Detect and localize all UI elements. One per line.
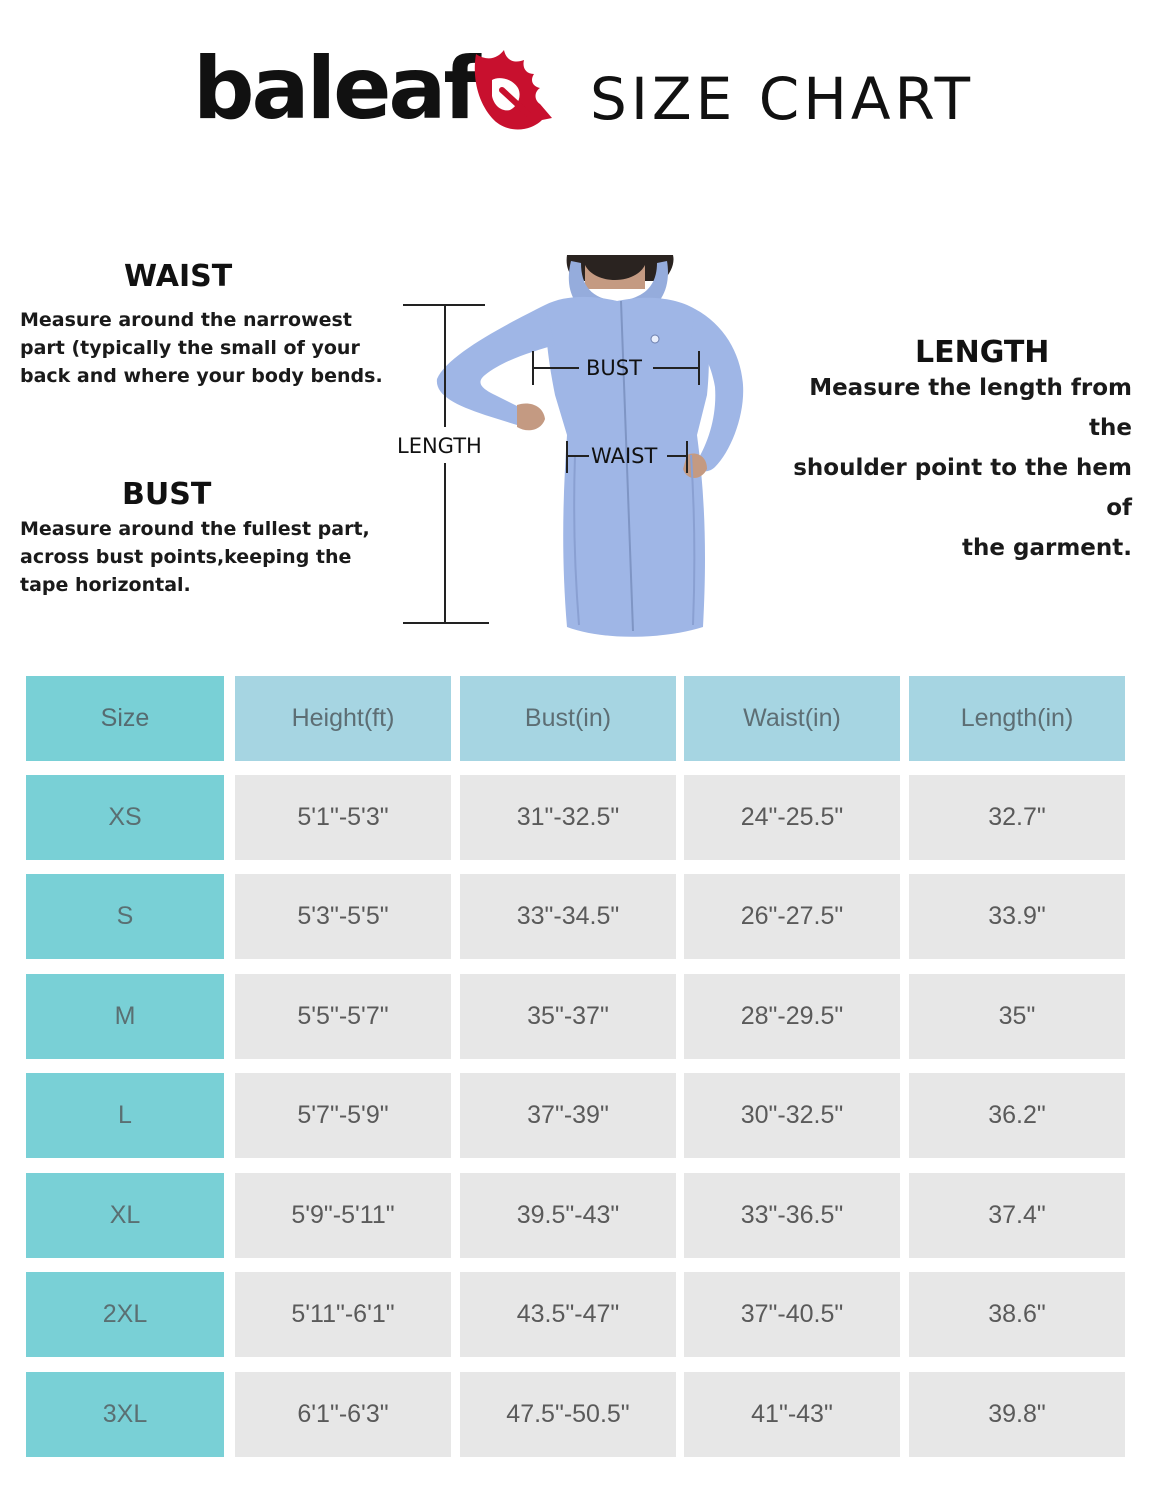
chart-title: SIZE CHART: [590, 65, 975, 133]
table-row: [26, 1173, 1126, 1258]
size-cell: XS: [26, 775, 224, 860]
length-description: [770, 368, 1132, 568]
size-cell: L: [26, 1073, 224, 1158]
length-heading: LENGTH: [915, 335, 1050, 370]
table-header-row: [26, 676, 1126, 761]
table-row: [26, 1372, 1126, 1457]
length-measure-label: LENGTH: [397, 434, 482, 458]
waist-cell: 28"-29.5": [684, 974, 900, 1059]
bust-cell: 39.5"-43": [460, 1173, 676, 1258]
height-cell: 5'5"-5'7": [235, 974, 451, 1059]
size-cell: M: [26, 974, 224, 1059]
waist-description: [20, 306, 400, 390]
page-header: [0, 40, 1154, 150]
brand-name: baleaf: [193, 39, 478, 139]
bust-cell: 31"-32.5": [460, 775, 676, 860]
waist-heading: WAIST: [124, 259, 233, 294]
waist-cell: 37"-40.5": [684, 1272, 900, 1357]
table-row: [26, 874, 1126, 959]
waist-line-3: back and where your body bends.: [20, 365, 383, 387]
bust-cell: 37"-39": [460, 1073, 676, 1158]
bust-line-3: tape horizontal.: [20, 574, 191, 596]
garment-figure: [395, 255, 775, 645]
bust-heading: BUST: [122, 477, 212, 512]
height-cell: 5'7"-5'9": [235, 1073, 451, 1158]
size-cell: S: [26, 874, 224, 959]
height-cell: 6'1"-6'3": [235, 1372, 451, 1457]
waist-cell: 30"-32.5": [684, 1073, 900, 1158]
table-row: [26, 1073, 1126, 1158]
size-cell: 2XL: [26, 1272, 224, 1357]
bust-cell: 35"-37": [460, 974, 676, 1059]
length-cell: 38.6": [909, 1272, 1125, 1357]
length-line-1: Measure the length from the: [809, 375, 1132, 441]
bust-cell: 33"-34.5": [460, 874, 676, 959]
waist-cell: 26"-27.5": [684, 874, 900, 959]
leaf-flame-logo-icon: [468, 48, 560, 134]
length-cell: 37.4": [909, 1173, 1125, 1258]
height-cell: 5'1"-5'3": [235, 775, 451, 860]
length-cell: 35": [909, 974, 1125, 1059]
length-line-3: the garment.: [962, 535, 1132, 561]
bust-measure-label: BUST: [586, 356, 642, 380]
header-height: Height(ft): [235, 676, 451, 761]
table-row: [26, 1272, 1126, 1357]
waist-line-2: part (typically the small of your: [20, 337, 360, 359]
bust-line-2: across bust points,keeping the: [20, 546, 352, 568]
waist-cell: 24"-25.5": [684, 775, 900, 860]
length-cell: 33.9": [909, 874, 1125, 959]
bust-cell: 43.5"-47": [460, 1272, 676, 1357]
length-cell: 39.8": [909, 1372, 1125, 1457]
waist-cell: 41"-43": [684, 1372, 900, 1457]
height-cell: 5'9"-5'11": [235, 1173, 451, 1258]
table-row: [26, 974, 1126, 1059]
bust-description: [20, 515, 380, 599]
size-cell: XL: [26, 1173, 224, 1258]
table-row: [26, 775, 1126, 860]
waist-cell: 33"-36.5": [684, 1173, 900, 1258]
size-cell: 3XL: [26, 1372, 224, 1457]
length-cell: 36.2": [909, 1073, 1125, 1158]
height-cell: 5'3"-5'5": [235, 874, 451, 959]
bust-line-1: Measure around the fullest part,: [20, 518, 370, 540]
header-length: Length(in): [909, 676, 1125, 761]
bust-cell: 47.5"-50.5": [460, 1372, 676, 1457]
waist-measure-label: WAIST: [591, 444, 658, 468]
header-bust: Bust(in): [460, 676, 676, 761]
waist-line-1: Measure around the narrowest: [20, 309, 352, 331]
length-cell: 32.7": [909, 775, 1125, 860]
height-cell: 5'11"-6'1": [235, 1272, 451, 1357]
header-size: Size: [26, 676, 224, 761]
length-line-2: shoulder point to the hem of: [793, 455, 1132, 521]
header-waist: Waist(in): [684, 676, 900, 761]
